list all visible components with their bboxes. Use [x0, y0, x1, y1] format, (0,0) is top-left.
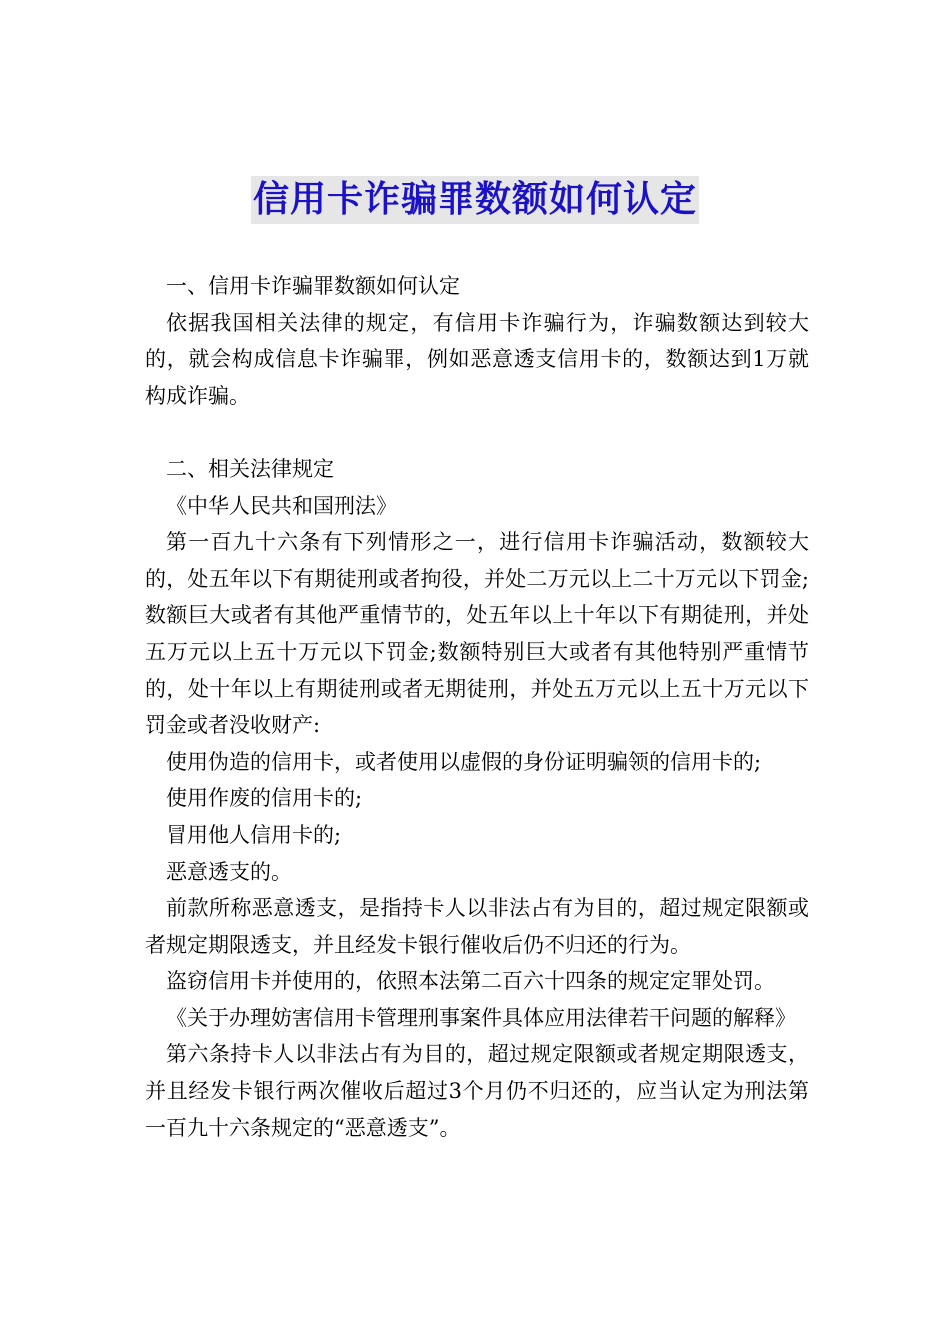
section-heading-2: 二、相关法律规定 — [166, 456, 334, 481]
blank-line — [145, 414, 809, 451]
law-title: 《关于办理妨害信用卡管理刑事案件具体应用法律若干问题的解释》 — [166, 1005, 796, 1030]
document-body — [145, 268, 809, 1146]
paragraph: 前款所称恶意透支，是指持卡人以非法占有为目的，超过规定限额或者规定期限透支，并且经发卡银行催收后仍不归还的行为。 — [145, 896, 809, 957]
list-item: 恶意透支的。 — [166, 859, 292, 884]
paragraph: 依据我国相关法律的规定，有信用卡诈骗行为，诈骗数额达到较大的，就会构成信息卡诈骗罪，例如恶意透支信用卡的，数额达到1万就构成诈骗。 — [145, 310, 809, 408]
list-item: 使用伪造的信用卡，或者使用以虚假的身份证明骗领的信用卡的; — [166, 749, 762, 774]
paragraph: 第六条持卡人以非法占有为目的，超过规定限额或者规定期限透支，并且经发卡银行两次催收后超过3个月仍不归还的，应当认定为刑法第一百九十六条规定的“恶意透支”。 — [145, 1042, 809, 1140]
list-item: 使用作废的信用卡的; — [166, 786, 363, 811]
law-title: 《中华人民共和国刑法》 — [166, 493, 397, 518]
title-container — [0, 176, 950, 224]
list-item: 冒用他人信用卡的; — [166, 822, 342, 847]
document-title: 信用卡诈骗罪数额如何认定 — [251, 176, 699, 224]
paragraph: 盗窃信用卡并使用的，依照本法第二百六十四条的规定定罪处罚。 — [166, 969, 775, 994]
section-heading-1: 一、信用卡诈骗罪数额如何认定 — [166, 274, 460, 298]
paragraph: 第一百九十六条有下列情形之一，进行信用卡诈骗活动，数额较大的，处五年以下有期徒刑或者拘役，并处二万元以上二十万元以下罚金;数额巨大或者有其他严重情节的，处五年以上十年以下有期徒刑，并处五万元以上五十万元以下罚金;数额特别巨大或者有其他特别严重情节的，处十年以上有期徒刑或者无期徒刑，并处五万元以上五十万元以下罚金或者没收财产: — [145, 530, 809, 738]
